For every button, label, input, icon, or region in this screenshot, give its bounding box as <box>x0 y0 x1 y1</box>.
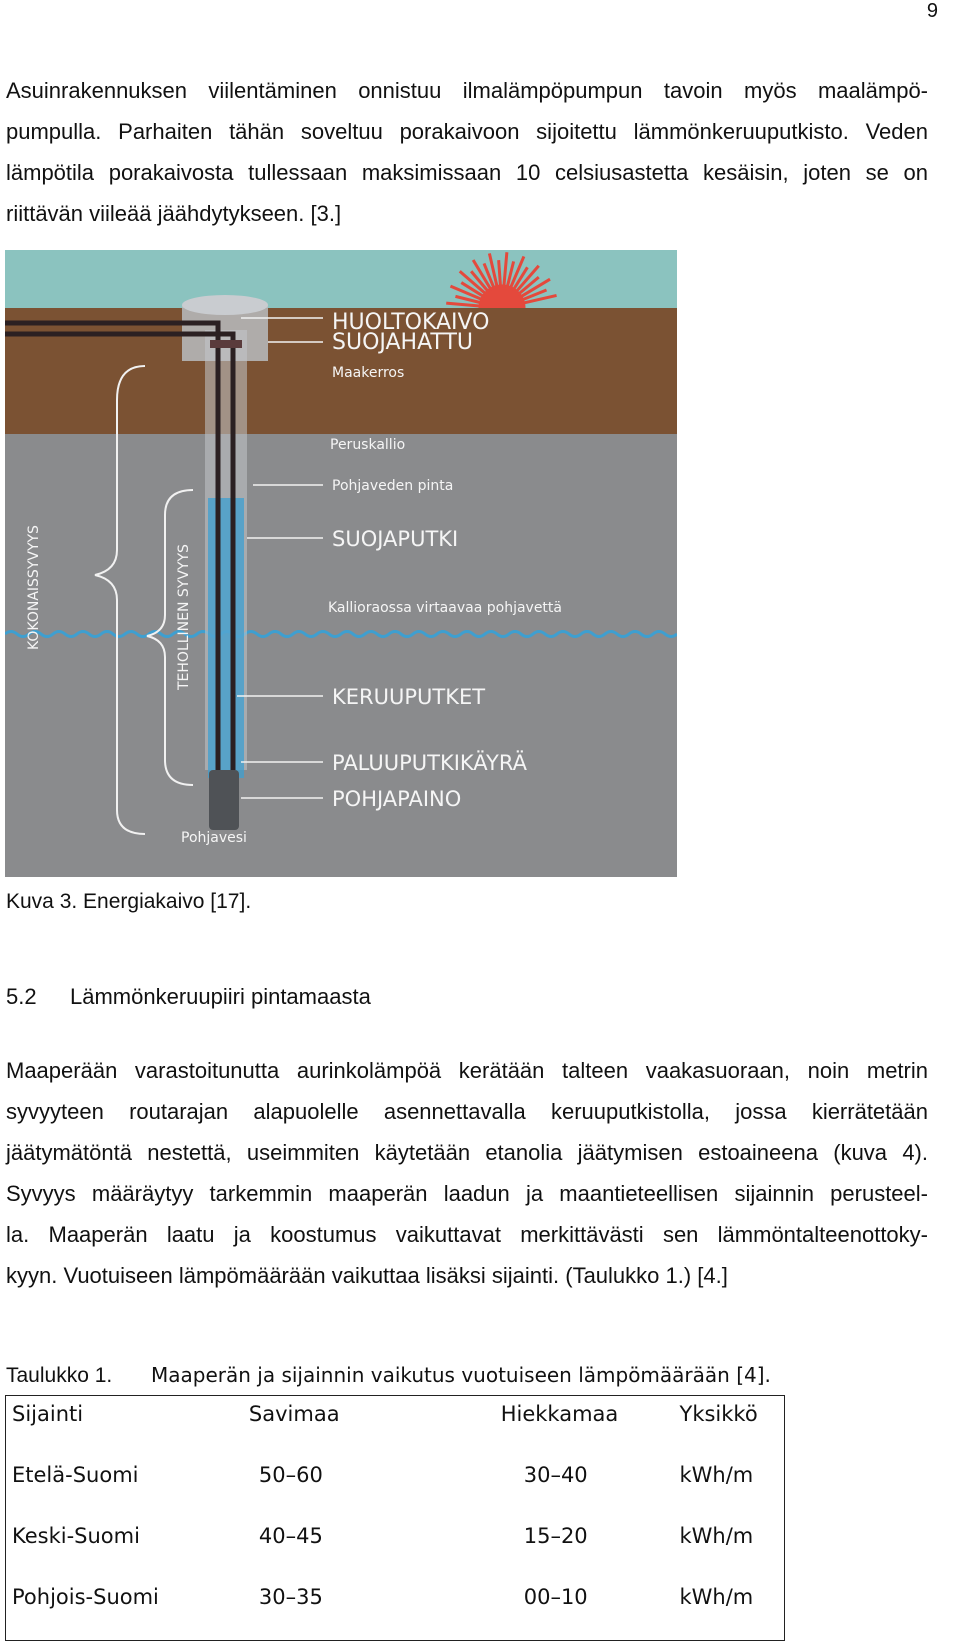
intro-line: riittävän viileää jäähdytykseen. [3.] <box>6 201 342 226</box>
section-heading <box>6 984 371 1010</box>
label-maakerros: Maakerros <box>332 365 405 381</box>
label-pohjapaino: POHJAPAINO <box>332 787 462 811</box>
table-cell: kWh/m <box>679 1463 754 1487</box>
table-cell: 15–20 <box>523 1524 588 1548</box>
page-number: 9 <box>926 0 938 22</box>
body-line: Syvyys määräytyy tarkemmin maaperän laadun ja maantieteellisen sijainnin perusteel- <box>6 1181 928 1206</box>
section-number: 5.2 <box>6 984 37 1009</box>
label-paluuputkikayra: PALUUPUTKIKÄYRÄ <box>332 751 527 775</box>
table-cell: Etelä-Suomi <box>12 1463 139 1487</box>
table-header: Hiekkamaa <box>500 1402 619 1426</box>
heat-table <box>5 1395 785 1641</box>
body-paragraph <box>6 1050 928 1296</box>
table-row <box>6 1518 785 1579</box>
table-cell: 00–10 <box>523 1585 588 1609</box>
table-cell: kWh/m <box>679 1585 754 1609</box>
sky-layer <box>5 250 677 308</box>
label-suojaputki: SUOJAPUTKI <box>332 527 459 551</box>
label-suojahattu: SUOJAHATTU <box>332 330 474 355</box>
table-header: Sijainti <box>12 1402 84 1426</box>
groundwater-column <box>208 498 244 778</box>
label-pohjaveden-pinta: Pohjaveden pinta <box>332 478 454 494</box>
label-keruuputket: KERUUPUTKET <box>332 685 486 709</box>
intro-line: pumpulla. Parhaiten tähän soveltuu porakaivoon sijoitettu lämmönkeruuputkisto. Veden <box>6 119 928 144</box>
table-row <box>6 1457 785 1518</box>
body-line: Maaperään varastoitunutta aurinkolämpöä kerätään talteen vaakasuoraan, noin metrin <box>6 1058 928 1083</box>
body-line: syvyyteen routarajan alapuolelle asennettavalla keruuputkistolla, jossa kierrätetään <box>6 1099 928 1124</box>
table-cell: 50–60 <box>258 1463 323 1487</box>
body-line: kyyn. Vuotuiseen lämpömäärään vaikuttaa lisäksi sijainti. (Taulukko 1.) [4.] <box>6 1263 728 1288</box>
table-cell: 30–35 <box>258 1585 323 1609</box>
intro-paragraph <box>6 70 928 234</box>
energy-well-figure <box>5 250 677 877</box>
table-cell: kWh/m <box>679 1524 754 1548</box>
table-caption-label: Taulukko 1. <box>6 1364 113 1387</box>
body-line: la. Maaperän laatu ja koostumus vaikuttavat merkittävästi sen lämmöntalteenottoky- <box>6 1222 928 1247</box>
figure-caption: Kuva 3. Energiakaivo [17]. <box>6 890 252 913</box>
table-cell: Pohjois-Suomi <box>12 1585 159 1609</box>
bottom-weight <box>209 770 239 830</box>
table-caption <box>6 1363 771 1388</box>
label-tehollinen-syvyys: TEHOLLINEN SYVYYS <box>176 544 192 690</box>
label-pohjavesi: Pohjavesi <box>181 830 247 846</box>
intro-line: Asuinrakennuksen viilentäminen onnistuu ilmalämpöpumpun tavoin myös maalämpö- <box>6 78 928 103</box>
label-kallioraossa: Kallioraossa virtaavaa pohjavettä <box>328 600 562 616</box>
label-huoltokaivo: HUOLTOKAIVO <box>332 310 490 335</box>
table-row <box>6 1579 785 1641</box>
table-cell: 30–40 <box>523 1463 588 1487</box>
table-header-row <box>6 1396 785 1458</box>
label-peruskallio: Peruskallio <box>330 437 406 453</box>
label-kokonaissyvyys: KOKONAISSYVYYS <box>26 525 42 650</box>
table-header: Savimaa <box>248 1402 340 1426</box>
table-cell: 40–45 <box>258 1524 323 1548</box>
table-cell: Keski-Suomi <box>12 1524 140 1548</box>
section-title: Lämmönkeruupiiri pintamaasta <box>70 984 371 1009</box>
body-line: jäätymätöntä nestettä, useimmiten käytetään etanolia jäätymisen estoaineena (kuva 4). <box>6 1140 928 1165</box>
intro-line: lämpötila porakaivosta tullessaan maksimissaan 10 celsiusastetta kesäisin, joten se on <box>6 160 928 185</box>
table-caption-text: Maaperän ja sijainnin vaikutus vuotuiseen lämpömäärään [4]. <box>151 1363 771 1387</box>
table-header: Yksikkö <box>679 1402 758 1426</box>
